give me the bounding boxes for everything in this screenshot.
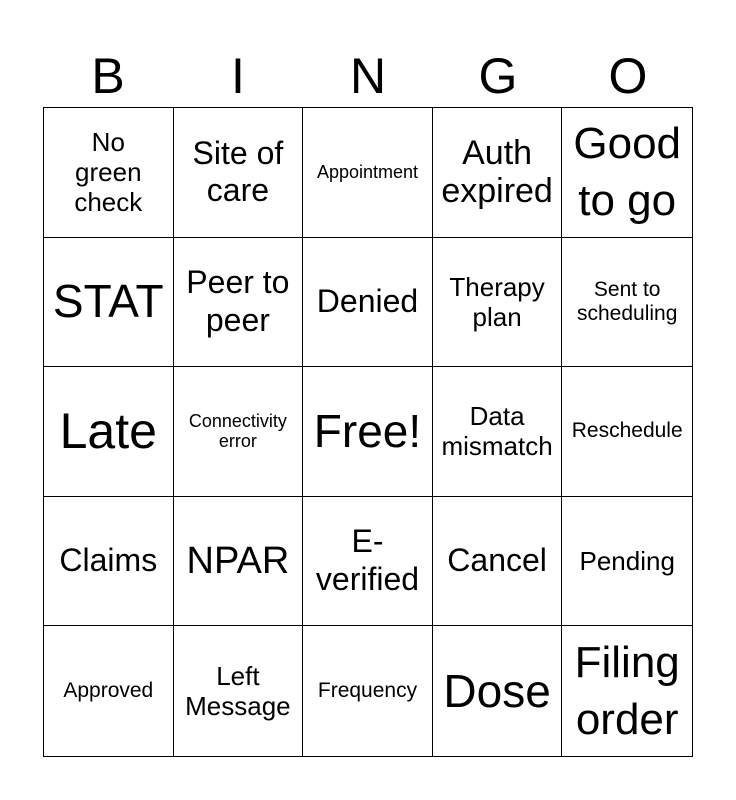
bingo-cell[interactable] xyxy=(433,108,563,238)
cell-label: Claims xyxy=(59,542,158,579)
bingo-cell[interactable] xyxy=(44,497,174,627)
bingo-cell[interactable] xyxy=(44,367,174,497)
cell-label: Cancel xyxy=(447,542,547,579)
bingo-cell[interactable] xyxy=(562,108,692,238)
bingo-cell[interactable] xyxy=(303,367,433,497)
bingo-cell[interactable] xyxy=(44,626,174,756)
bingo-cell[interactable] xyxy=(433,238,563,368)
bingo-cell[interactable] xyxy=(562,497,692,627)
cell-label: Frequency xyxy=(317,679,418,703)
cell-label: Denied xyxy=(316,283,419,320)
bingo-cell[interactable] xyxy=(174,626,304,756)
bingo-cell[interactable] xyxy=(174,367,304,497)
cell-label: Reschedule xyxy=(571,419,683,443)
cell-label: E-verified xyxy=(315,523,420,598)
bingo-cell[interactable] xyxy=(174,238,304,368)
header-letter-n: N xyxy=(349,48,387,104)
cell-label: Connectivity error xyxy=(188,410,287,452)
cell-label: Pending xyxy=(579,546,675,577)
bingo-cell[interactable] xyxy=(174,108,304,238)
bingo-cell[interactable] xyxy=(562,367,692,497)
bingo-cell[interactable] xyxy=(303,626,433,756)
cell-label: STAT xyxy=(52,275,164,328)
bingo-cell[interactable] xyxy=(433,497,563,627)
cell-label: Left Message xyxy=(185,661,291,722)
cell-label: NPAR xyxy=(186,539,290,582)
bingo-header xyxy=(43,48,693,104)
cell-label: Sent to scheduling xyxy=(576,277,678,325)
cell-label: Free! xyxy=(313,404,422,457)
cell-label: Auth expired xyxy=(441,133,553,211)
bingo-cell[interactable] xyxy=(303,108,433,238)
bingo-cell[interactable] xyxy=(562,238,692,368)
bingo-cell[interactable] xyxy=(303,497,433,627)
cell-label: Therapy plan xyxy=(449,271,545,332)
cell-label: Peer to peer xyxy=(186,264,290,338)
bingo-card xyxy=(43,107,693,757)
header-letter-i: I xyxy=(231,48,245,104)
header-letter-b: B xyxy=(91,48,125,104)
header-letter-o: O xyxy=(608,48,648,104)
cell-label: Site of care xyxy=(192,134,284,209)
bingo-cell[interactable] xyxy=(562,626,692,756)
cell-label: Dose xyxy=(443,664,551,717)
cell-label: Approved xyxy=(63,679,154,703)
bingo-cell[interactable] xyxy=(433,367,563,497)
bingo-cell[interactable] xyxy=(44,108,174,238)
cell-label: No green check xyxy=(74,127,143,218)
cell-label: Good to go xyxy=(573,119,682,226)
bingo-cell[interactable] xyxy=(44,238,174,368)
bingo-cell[interactable] xyxy=(303,238,433,368)
cell-label: Late xyxy=(59,403,157,460)
cell-label: Appointment xyxy=(316,161,419,182)
bingo-cell[interactable] xyxy=(174,497,304,627)
cell-label: Filing order xyxy=(574,638,680,745)
bingo-cell[interactable] xyxy=(433,626,563,756)
header-letter-g: G xyxy=(478,48,518,104)
cell-label: Data mismatch xyxy=(441,401,553,462)
